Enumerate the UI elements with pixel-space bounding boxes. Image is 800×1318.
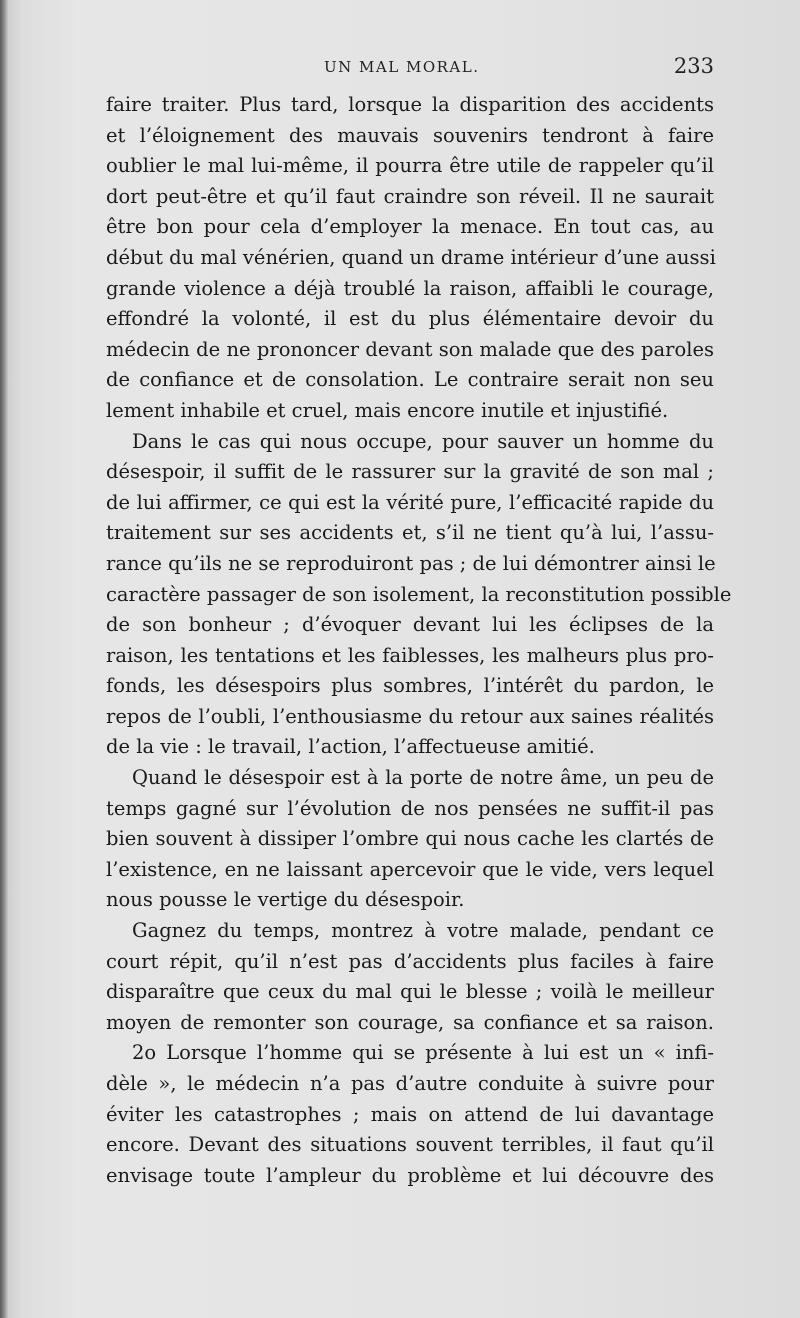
text-line: médecin de ne prononcer devant son malade que des paroles (106, 337, 714, 361)
text-line: court répit, qu’il n’est pas d’accidents plus faciles à faire (106, 949, 714, 973)
page-header (106, 54, 714, 84)
text-line: bien souvent à dissiper l’ombre qui nous cache les clartés de (106, 827, 714, 851)
text-line: rance qu’ils ne se reproduiront pas ; de lui démontrer ainsi le (106, 551, 716, 575)
text-line: traitement sur ses accidents et, s’il ne tient qu’à lui, l’assu- (106, 521, 714, 545)
text-line: dort peut-être et qu’il faut craindre son réveil. Il ne saurait (106, 184, 714, 208)
text-line: nous pousse le vertige du désespoir. (106, 888, 465, 912)
paragraph-first-line: Dans le cas qui nous occupe, pour sauver un homme du (132, 429, 714, 453)
text-line: de lui affirmer, ce qui est la vérité pure, l’efficacité rapide du (106, 490, 714, 514)
text-line: dèle », le médecin n’a pas d’autre conduite à suivre pour (106, 1072, 714, 1095)
running-title: UN MAL MORAL. (324, 58, 480, 76)
text-line: grande violence a déjà troublé la raison, affaibli le courage, (106, 276, 714, 300)
text-line: être bon pour cela d’employer la menace. En tout cas, au (106, 215, 714, 239)
page-number: 233 (673, 54, 714, 78)
text-line: et l’éloignement des mauvais souvenirs tendront à faire (106, 123, 714, 147)
text-line: éviter les catastrophes ; mais on attend de lui davantage (106, 1102, 714, 1126)
paragraph-first-line: 2o Lorsque l’homme qui se présente à lui est un « infi- (132, 1041, 714, 1065)
text-line: faire traiter. Plus tard, lorsque la disparition des accidents (106, 93, 714, 116)
text-line: oublier le mal lui-même, il pourra être utile de rappeler qu’il (106, 154, 714, 178)
text-line: l’existence, en ne laissant apercevoir que le vide, vers lequel (106, 857, 714, 881)
text-line: raison, les tentations et les faiblesses, les malheurs plus pro- (106, 643, 714, 667)
text-line: disparaître que ceux du mal qui le blesse ; voilà le meilleur (106, 980, 714, 1004)
text-line: de confiance et de consolation. Le contraire serait non seu (106, 368, 714, 392)
page-gutter-shadow (0, 0, 8, 1318)
text-line: fonds, les désespoirs plus sombres, l’intérêt du pardon, le (106, 674, 714, 698)
text-line: lement inhabile et cruel, mais encore inutile et injustifié. (106, 398, 669, 422)
text-line: envisage toute l’ampleur du problème et lui découvre des (106, 1163, 714, 1187)
paragraph-first-line: Quand le désespoir est à la porte de notre âme, un peu de (132, 766, 714, 790)
text-line: effondré la volonté, il est du plus élémentaire devoir du (106, 307, 714, 331)
text-line: moyen de remonter son courage, sa confiance et sa raison. (106, 1010, 714, 1034)
text-line: encore. Devant des situations souvent terribles, il faut qu’il (106, 1133, 714, 1157)
body-text (106, 90, 732, 1191)
text-line: désespoir, il suffit de le rassurer sur la gravité de son mal ; (106, 460, 714, 484)
text-line: début du mal vénérien, quand un drame intérieur d’une aussi (106, 245, 716, 269)
text-line: repos de l’oubli, l’enthousiasme du retour aux saines réalités (106, 704, 714, 728)
paragraph-first-line: Gagnez du temps, montrez à votre malade, pendant ce (132, 919, 714, 943)
text-line: temps gagné sur l’évolution de nos pensées ne suffit-il pas (106, 796, 714, 820)
text-line: caractère passager de son isolement, la reconstitution possible (106, 582, 732, 606)
text-line: de son bonheur ; d’évoquer devant lui les éclipses de la (106, 613, 714, 637)
text-line: de la vie : le travail, l’action, l’affectueuse amitié. (106, 735, 595, 759)
